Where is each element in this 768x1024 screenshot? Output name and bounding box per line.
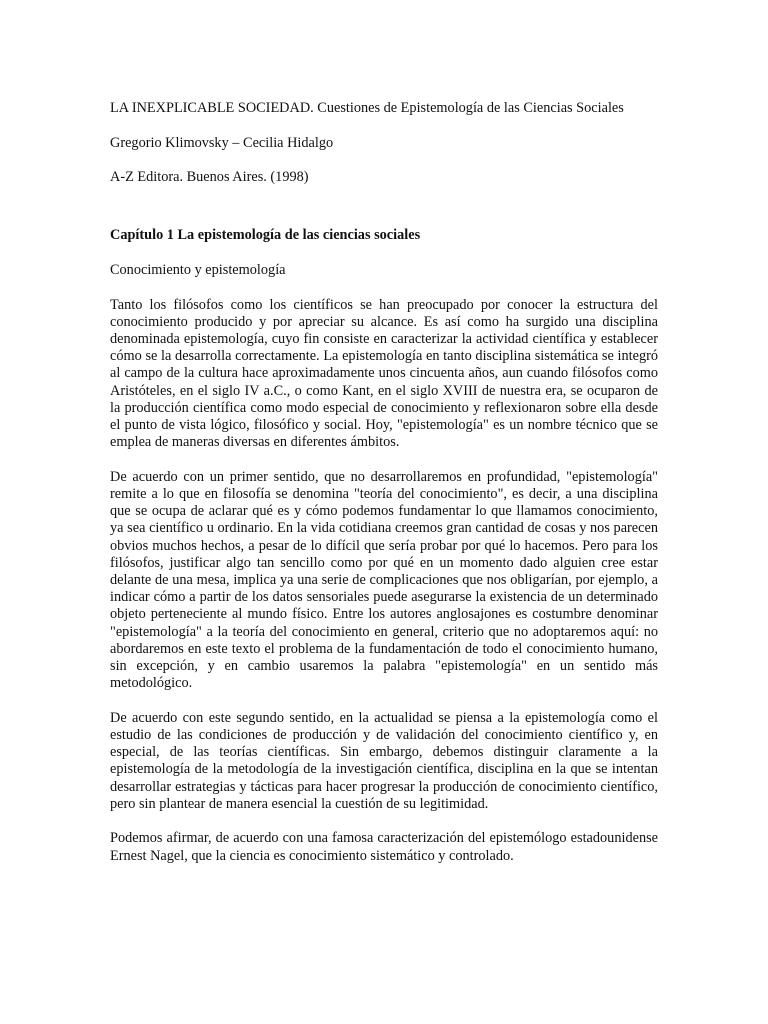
paragraph-1: Tanto los filósofos como los científicos se han preocupado por conocer la estructura del conocimiento producido y por apreciar su alcance. Es así como ha surgido una disciplina denominada epistemología, cuyo fin consiste en caracterizar la actividad científica y establecer cómo se la desarrolla correctamente. La epistemología en tanto disciplina sistemática se integró al campo de la cultura hace aproximadamente unos cincuenta años, aun cuando filósofos como Aristóteles, en el siglo IV a.C., o como Kant, en el siglo XVIII de nuestra era, se ocuparon de la producción científica como modo especial de conocimiento y reflexionaron sobre ella desde el punto de vista lógico, filosófico y social. Hoy, "epistemología" es un nombre técnico que se emplea de maneras diversas en diferentes ámbitos.: [110, 296, 658, 451]
paragraph-4: Podemos afirmar, de acuerdo con una famosa caracterización del epistemólogo estadounidense Ernest Nagel, que la ciencia es conocimiento sistemático y controlado.: [110, 830, 658, 864]
paragraph-2: De acuerdo con un primer sentido, que no desarrollaremos en profundidad, "epistemología" remite a lo que en filosofía se denomina "teoría del conocimiento", es decir, a una disciplina que se ocupa de aclarar qué es y cómo podemos fundamentar lo que llamamos conocimiento, ya sea científico u ordinario. En la vida cotidiana creemos gran cantidad de cosas y nos parecen obvios muchos hechos, a pesar de lo difícil que sería probar por qué lo hacemos. Pero para los filósofos, justificar algo tan sencillo como por qué en un momento dado alguien cree estar delante de una mesa, implica ya una serie de complicaciones que nos obligarían, por ejemplo, a indicar cómo a partir de los datos sensoriales puede asegurarse la existencia de un determinado objeto perteneciente al mundo físico. Entre los autores anglosajones es costumbre denominar "epistemología" a la teoría del conocimiento en general, criterio que no adoptaremos aquí: no abordaremos en este texto el problema de la fundamentación de todo el conocimiento humano, sin excepción, y en cambio usaremos la palabra "epistemología" en un sentido más metodológico.: [110, 468, 658, 692]
document-page: [110, 100, 658, 882]
book-title: LA INEXPLICABLE SOCIEDAD. Cuestiones de Epistemología de las Ciencias Sociales: [110, 100, 624, 116]
book-publisher: A-Z Editora. Buenos Aires. (1998): [110, 169, 309, 186]
paragraph-3: De acuerdo con este segundo sentido, en la actualidad se piensa a la epistemología como el estudio de las condiciones de producción y de validación del conocimiento científico y, en especial, de las teorías científicas. Sin embargo, debemos distinguir claramente a la epistemología de la metodología de la investigación científica, disciplina en la que se intentan desarrollar estrategias y tácticas para hacer progresar la producción de conocimiento científico, pero sin plantear de manera esencial la cuestión de su legitimidad.: [110, 709, 658, 812]
chapter-title: Capítulo 1 La epistemología de las ciencias sociales: [110, 227, 421, 244]
section-title: Conocimiento y epistemología: [110, 261, 286, 278]
book-authors: Gregorio Klimovsky – Cecilia Hidalgo: [110, 134, 334, 151]
